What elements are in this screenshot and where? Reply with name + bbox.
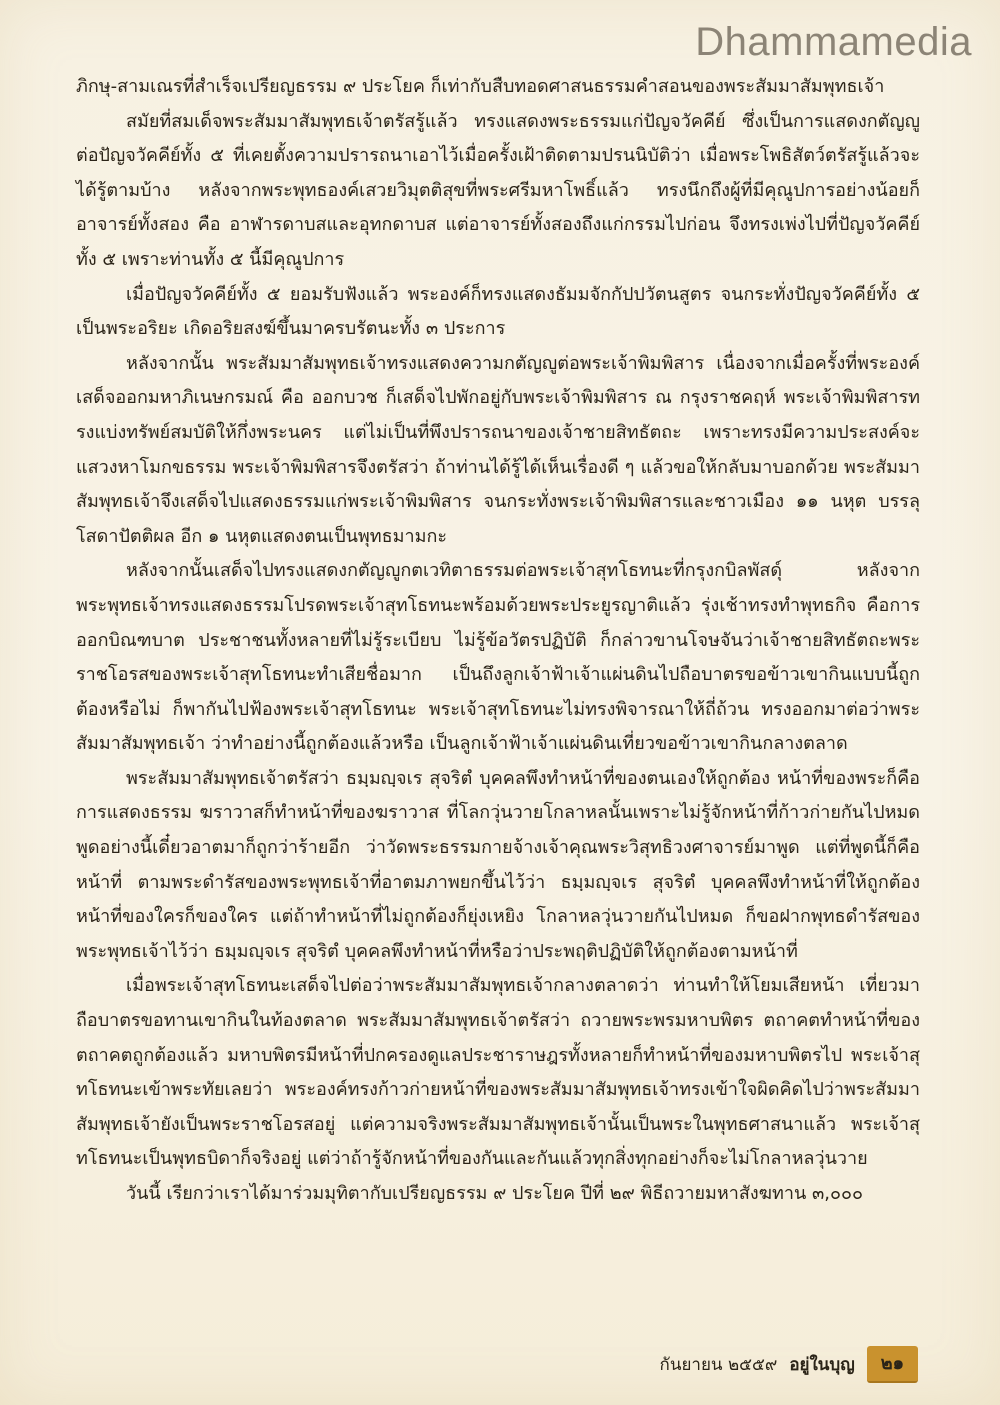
paragraph: พระสัมมาสัมพุทธเจ้าตรัสว่า ธมฺมญฺจเร สุจริตํ บุคคลพึงทำหน้าที่ของตนเองให้ถูกต้อง หน้าที่ของพระก็คือ การแสดงธรรม ฆราวาสก็ทำหน้าที่ของฆราวาส ที่โลกวุ่นวายโกลาหลนั้นเพราะไม่รู้จักหน้าที่ก้าวก่ายกันไปหมด พูดอย่างนี้เดี๋ยวอาตมาก็ถูกว่าร้ายอีก ว่าวัดพระธรรมกายจ้างเจ้าคุณพระวิสุทธิวงศาจารย์มาพูด แต่ที่พูดนี้ก็คือหน้าที่ ตามพระดำรัสของพระพุทธเจ้าที่อาตมภาพยกขึ้นไว้ว่า ธมฺมญฺจเร สุจริตํ บุคคลพึงทำหน้าที่ให้ถูกต้อง หน้าที่ของใครก็ของใคร แต่ถ้าทำหน้าที่ไม่ถูกต้องก็ยุ่งเหยิง โกลาหลวุ่นวายกันไปหมด ก็ขอฝากพุทธดำรัสของพระพุทธเจ้าไว้ว่า ธมฺมญฺจเร สุจริตํ บุคคลพึงทำหน้าที่หรือว่าประพฤติปฏิบัติให้ถูกต้องตามหน้าที่ <box>76 767 920 962</box>
paragraph: เมื่อพระเจ้าสุทโธทนะเสด็จไปต่อว่าพระสัมมาสัมพุทธเจ้ากลางตลาดว่า ท่านทำให้โยมเสียหน้า เที่ยวมาถือบาตรขอทานเขากินในท้องตลาด พระสัมมาสัมพุทธเจ้าตรัสว่า ถวายพระพรมหาบพิตร ตถาคตทำหน้าที่ของตถาคตถูกต้องแล้ว มหาบพิตรมีหน้าที่ปกครองดูแลประชาราษฎรทั้งหลายก็ทำหน้าที่ของมหาบพิตรไป พระเจ้าสุทโธทนะเข้าพระทัยเลยว่า พระองค์ทรงก้าวก่ายหน้าที่ของพระสัมมาสัมพุทธเจ้าทรงเข้าใจผิดคิดไปว่าพระสัมมาสัมพุทธเจ้ายังเป็นพระราชโอรสอยู่ แต่ความจริงพระสัมมาสัมพุทธเจ้านั้นเป็นพระในพุทธศาสนาแล้ว พระเจ้าสุทโธทนะเป็นพุทธบิดาก็จริงอยู่ แต่ว่าถ้ารู้จักหน้าที่ของกันและกันแล้วทุกสิ่งทุกอย่างก็จะไม่โกลาหลวุ่นวาย <box>76 975 920 1170</box>
paragraph-continuation: ภิกษุ-สามเณรที่สำเร็จเปรียญธรรม ๙ ประโยค ก็เท่ากับสืบทอดศาสนธรรมคำสอนของพระสัมมาสัมพุทธเจ้า <box>76 76 885 97</box>
magazine-name: อยู่ในบุญ <box>789 1355 855 1375</box>
article-body <box>76 70 920 1212</box>
paragraph: หลังจากนั้นเสด็จไปทรงแสดงกตัญญูกตเวทิตาธรรมต่อพระเจ้าสุทโธทนะที่กรุงกบิลพัสดุ์ หลังจากพระพุทธเจ้าทรงแสดงธรรมโปรดพระเจ้าสุทโธทนะพร้อมด้วยพระประยูรญาติแล้ว รุ่งเช้าทรงทำพุทธกิจ คือการออกบิณฑบาต ประชาชนทั้งหลายที่ไม่รู้ระเบียบ ไม่รู้ข้อวัตรปฏิบัติ ก็กล่าวขานโจษจันว่าเจ้าชายสิทธัตถะพระราชโอรสของพระเจ้าสุทโธทนะทำเสียชื่อมาก เป็นถึงลูกเจ้าฟ้าเจ้าแผ่นดินไปถือบาตรขอข้าวเขากินแบบนี้ถูกต้องหรือไม่ ก็พากันไปฟ้องพระเจ้าสุทโธทนะ พระเจ้าสุทโธทนะไม่ทรงพิจารณาให้ถี่ถ้วน ทรงออกมาต่อว่าพระสัมมาสัมพุทธเจ้า ว่าทำอย่างนี้ถูกต้องแล้วหรือ เป็นลูกเจ้าฟ้าเจ้าแผ่นดินเที่ยวขอข้าวเขากินกลางตลาด <box>76 560 920 755</box>
paragraph: หลังจากนั้น พระสัมมาสัมพุทธเจ้าทรงแสดงความกตัญญูต่อพระเจ้าพิมพิสาร เนื่องจากเมื่อครั้งที่พระองค์เสด็จออกมหาภิเนษกรมณ์ คือ ออกบวช ก็เสด็จไปพักอยู่กับพระเจ้าพิมพิสาร ณ กรุงราชคฤห์ พระเจ้าพิมพิสารทรงแบ่งทรัพย์สมบัติให้กึ่งพระนคร แต่ไม่เป็นที่พึงปรารถนาของเจ้าชายสิทธัตถะ เพราะทรงมีความประสงค์จะแสวงหาโมกขธรรม พระเจ้าพิมพิสารจึงตรัสว่า ถ้าท่านได้รู้ได้เห็นเรื่องดี ๆ แล้วขอให้กลับมาบอกด้วย พระสัมมาสัมพุทธเจ้าจึงเสด็จไปแสดงธรรมแก่พระเจ้าพิมพิสาร จนกระทั่งพระเจ้าพิมพิสารและชาวเมือง ๑๑ นหุต บรรลุโสดาปัตติผล อีก ๑ นหุตแสดงตนเป็นพุทธมามกะ <box>76 352 920 547</box>
paragraph: สมัยที่สมเด็จพระสัมมาสัมพุทธเจ้าตรัสรู้แล้ว ทรงแสดงพระธรรมแก่ปัญจวัคคีย์ ซึ่งเป็นการแสดงกตัญญูต่อปัญจวัคคีย์ทั้ง ๕ ที่เคยตั้งความปรารถนาเอาไว้เมื่อครั้งเฝ้าติดตามปรนนิบัติว่า เมื่อพระโพธิสัตว์ตรัสรู้แล้วจะได้รู้ตามบ้าง หลังจากพระพุทธองค์เสวยวิมุตติสุขที่พระศรีมหาโพธิ์แล้ว ทรงนึกถึงผู้ที่มีคุณูปการอย่างน้อยก็อาจารย์ทั้งสอง คือ อาฬารดาบสและอุทกดาบส แต่อาจารย์ทั้งสองถึงแก่กรรมไปก่อน จึงทรงเพ่งไปที่ปัญจวัคคีย์ทั้ง ๕ เพราะท่านทั้ง ๕ นี้มีคุณูปการ <box>76 110 920 270</box>
brand-logo-text: Dhammamedia <box>695 20 972 64</box>
page-footer <box>660 1346 918 1383</box>
paragraph: วันนี้ เรียกว่าเราได้มาร่วมมุทิตากับเปรียญธรรม ๙ ประโยค ปีที่ ๒๙ พิธีถวายมหาสังฆทาน ๓,๐๐๐ <box>126 1183 863 1204</box>
issue-date: กันยายน ๒๕๕๙ <box>659 1355 778 1375</box>
paragraph: เมื่อปัญจวัคคีย์ทั้ง ๕ ยอมรับฟังแล้ว พระองค์ก็ทรงแสดงธัมมจักกัปปวัตนสูตร จนกระทั่งปัญจวัคคีย์ทั้ง ๕ เป็นพระอริยะ เกิดอริยสงฆ์ขึ้นมาครบรัตนะทั้ง ๓ ประการ <box>76 283 920 340</box>
page-number-badge: ๒๑ <box>867 1346 918 1383</box>
